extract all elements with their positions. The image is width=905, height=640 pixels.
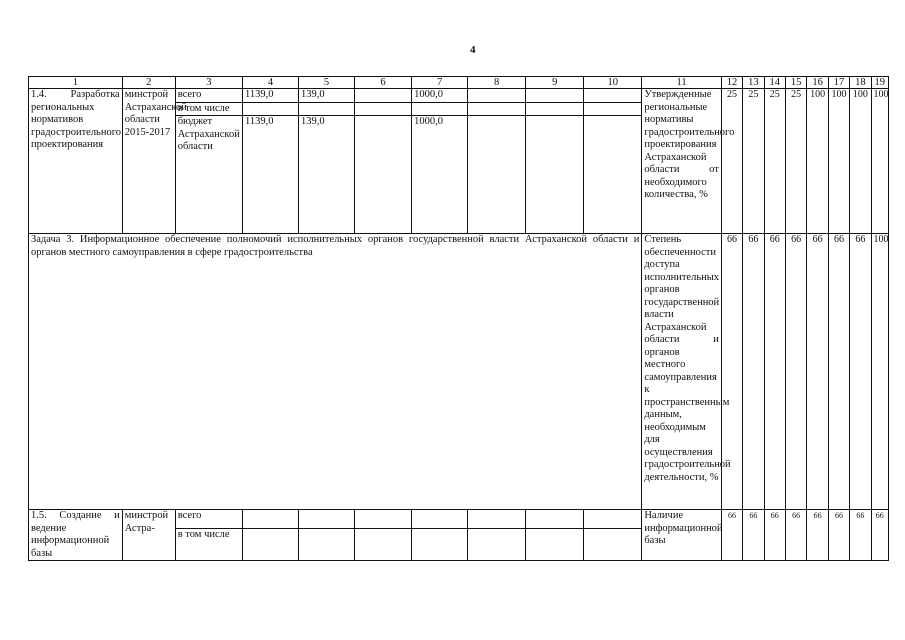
task-row	[29, 234, 889, 510]
activity-name: 1.5. Создание и ведение информационной базы	[29, 510, 123, 561]
amount-cell	[242, 102, 298, 116]
funding-source: бюджет Астраханской области	[175, 116, 242, 234]
header-cell: 12	[721, 77, 742, 89]
indicator-value: 66	[721, 510, 742, 561]
amount-cell	[355, 116, 412, 234]
indicator-value: 66	[785, 234, 806, 510]
amount-cell: 1139,0	[242, 116, 298, 234]
indicator-value: 66	[850, 510, 871, 561]
page-number: 4	[470, 44, 476, 56]
header-cell: 2	[122, 77, 175, 89]
indicator-value: 25	[743, 89, 764, 234]
indicator-value: 66	[743, 510, 764, 561]
indicator-value: 100	[807, 89, 828, 234]
activity-executor: минстрой Астраханской области 2015-2017	[122, 89, 175, 234]
amount-cell	[584, 510, 642, 529]
amount-cell	[299, 528, 355, 560]
amount-cell	[526, 89, 584, 103]
table-row	[29, 89, 889, 103]
indicator-value: 66	[785, 510, 806, 561]
indicator-value: 66	[850, 234, 871, 510]
indicator-value: 100	[871, 89, 888, 234]
amount-cell	[526, 116, 584, 234]
amount-cell	[355, 102, 412, 116]
indicator-value: 25	[721, 89, 742, 234]
header-cell: 10	[584, 77, 642, 89]
table-row	[29, 510, 889, 529]
amount-cell	[526, 510, 584, 529]
indicator-value: 66	[828, 234, 849, 510]
amount-cell	[584, 116, 642, 234]
header-cell: 15	[785, 77, 806, 89]
indicator-value: 66	[807, 234, 828, 510]
header-cell: 1	[29, 77, 123, 89]
amount-cell	[584, 528, 642, 560]
activity-name: 1.4. Разработка региональных нормативов градостроительного проектирования	[29, 89, 123, 234]
indicator-value: 100	[871, 234, 888, 510]
funding-source: в том числе	[175, 102, 242, 116]
amount-cell	[468, 102, 526, 116]
amount-cell	[412, 102, 468, 116]
indicator-value: 66	[721, 234, 742, 510]
indicator-value: 25	[785, 89, 806, 234]
indicator-value: 66	[743, 234, 764, 510]
funding-source: в том числе	[175, 528, 242, 560]
indicator-value: 66	[828, 510, 849, 561]
header-cell: 17	[828, 77, 849, 89]
amount-cell	[242, 510, 298, 529]
amount-cell	[355, 528, 412, 560]
header-cell: 8	[468, 77, 526, 89]
indicator-text: Степень обеспеченности доступа исполнительных органов государственной власти Астраханской области и органов местного самоуправления к пространственным данным, необходимым для осуществления градостроительной деятельности, %	[642, 234, 721, 510]
header-cell: 16	[807, 77, 828, 89]
program-table	[28, 76, 889, 561]
header-cell: 18	[850, 77, 871, 89]
header-cell: 4	[242, 77, 298, 89]
indicator-value: 25	[764, 89, 785, 234]
header-cell: 6	[355, 77, 412, 89]
amount-cell: 1000,0	[412, 116, 468, 234]
amount-cell	[299, 510, 355, 529]
header-cell: 11	[642, 77, 721, 89]
funding-source: всего	[175, 89, 242, 103]
amount-cell	[468, 510, 526, 529]
header-cell: 7	[412, 77, 468, 89]
indicator-text: Утвержденные региональные нормативы градостроительного проектирования Астраханской области от необходимого количества, %	[642, 89, 721, 234]
amount-cell: 139,0	[299, 89, 355, 103]
indicator-value: 100	[850, 89, 871, 234]
amount-cell	[468, 89, 526, 103]
header-cell: 19	[871, 77, 888, 89]
header-cell: 14	[764, 77, 785, 89]
indicator-value: 66	[764, 510, 785, 561]
header-row	[29, 77, 889, 89]
amount-cell	[526, 102, 584, 116]
indicator-value: 66	[807, 510, 828, 561]
amount-cell	[584, 102, 642, 116]
amount-cell: 1000,0	[412, 89, 468, 103]
indicator-value: 66	[871, 510, 888, 561]
header-cell: 13	[743, 77, 764, 89]
amount-cell: 1139,0	[242, 89, 298, 103]
funding-source: всего	[175, 510, 242, 529]
amount-cell: 139,0	[299, 116, 355, 234]
amount-cell	[584, 89, 642, 103]
amount-cell	[526, 528, 584, 560]
amount-cell	[299, 102, 355, 116]
header-cell: 5	[299, 77, 355, 89]
header-cell: 9	[526, 77, 584, 89]
header-cell: 3	[175, 77, 242, 89]
indicator-text: Наличие информационной базы	[642, 510, 721, 561]
task-text: Задача 3. Информационное обеспечение полномочий исполнительных органов государственной власти Астраханской области и органов местного самоуправления в сфере градостроительства	[29, 234, 642, 510]
amount-cell	[468, 116, 526, 234]
amount-cell	[412, 510, 468, 529]
activity-executor: минстрой Астра-	[122, 510, 175, 561]
amount-cell	[412, 528, 468, 560]
amount-cell	[468, 528, 526, 560]
indicator-value: 100	[828, 89, 849, 234]
amount-cell	[355, 510, 412, 529]
indicator-value: 66	[764, 234, 785, 510]
amount-cell	[242, 528, 298, 560]
amount-cell	[355, 89, 412, 103]
